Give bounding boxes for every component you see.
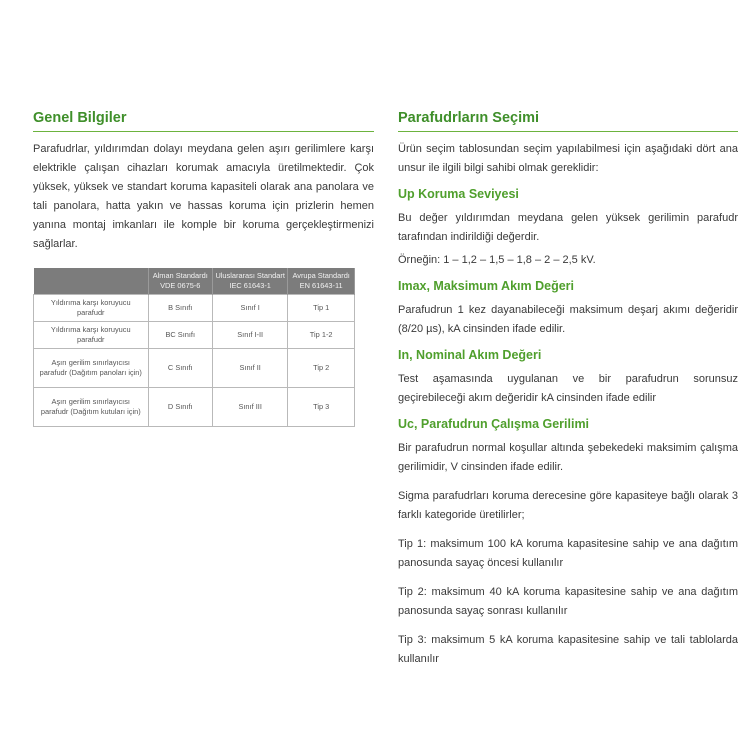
table-cell: Sınıf I (213, 295, 288, 322)
table-cell: Tip 2 (288, 349, 355, 388)
table-header-cell: Uluslararası Standart IEC 61643-1 (213, 268, 288, 295)
in-text: Test aşamasında uygulanan ve bir parafudrun sorunsuz geçirebileceği akım değeridir kA cinsinden ifade edilir (398, 373, 738, 404)
selection-column (398, 110, 738, 673)
table-row (34, 295, 355, 322)
table-cell: Aşırı gerilim sınırlayıcısı parafudr (Dağıtım kutuları için) (34, 388, 149, 427)
table-cell: B Sınıfı (148, 295, 213, 322)
table-cell: C Sınıfı (148, 349, 213, 388)
table-cell: Tip 1 (288, 295, 355, 322)
table-header-row (34, 268, 355, 295)
title-rule (33, 131, 374, 132)
table-header-cell: Avrupa Standardı EN 61643-11 (288, 268, 355, 295)
standards-table (33, 268, 355, 427)
table-cell: Aşırı gerilim sınırlayıcısı parafudr (Dağıtım panoları için) (34, 349, 149, 388)
table-cell: BC Sınıfı (148, 322, 213, 349)
title-rule (398, 131, 738, 132)
uc-title: Uc, Parafudrun Çalışma Gerilimi (398, 417, 590, 431)
imax-title: Imax, Maksimum Akım Değeri (398, 279, 574, 293)
selection-title: Parafudrların Seçimi (398, 110, 540, 126)
tip1-text: Tip 1: maksimum 100 kA koruma kapasitesine sahip ve ana dağıtım panosunda sayaç öncesi kullanılır (398, 538, 738, 569)
up-text: Bu değer yıldırımdan meydana gelen yüksek gerilimin parafudr tarafından indirildiği değerdir. (398, 212, 738, 243)
general-info-column (33, 110, 374, 427)
up-example: Örneğin: 1 – 1,2 – 1,5 – 1,8 – 2 – 2,5 kV. (398, 254, 596, 266)
general-info-paragraph: Parafudrlar, yıldırımdan dolayı meydana gelen aşırı gerilimlere karşı elektrikle çalışan cihazları korumak amacıyla üretilmektedir. Çok yüksek, yüksek ve standart koruma kapasiteli olarak ana panolara ve tali panolara, hatta yakın ve hassas koruma için prizlerin hemen yanına montaj imkanları ile komple bir koruma gerçekleştirmenizi sağlarlar. (33, 143, 374, 250)
table-header-cell: Alman Standardı VDE 0675-6 (148, 268, 213, 295)
selection-intro: Ürün seçim tablosundan seçim yapılabilmesi için aşağıdaki dört ana unsur ile ilgili bilgi sahibi olmak gereklidir: (398, 143, 738, 174)
table-cell: Sınıf II (213, 349, 288, 388)
table-header-cell (34, 268, 149, 295)
table-cell: Tip 1-2 (288, 322, 355, 349)
imax-text: Parafudrun 1 kez dayanabileceği maksimum deşarj akımı değeridir (8/20 µs), kA cinsinden ifade edilir. (398, 304, 738, 335)
table-row (34, 322, 355, 349)
table-cell: Sınıf III (213, 388, 288, 427)
general-info-title: Genel Bilgiler (33, 110, 127, 126)
up-title: Up Koruma Seviyesi (398, 187, 519, 201)
table-row (34, 388, 355, 427)
tip2-text: Tip 2: maksimum 40 kA koruma kapasitesine sahip ve ana dağıtım panosunda sayaç sonrası kullanılır (398, 586, 738, 617)
tip3-text: Tip 3: maksimum 5 kA koruma kapasitesine sahip ve tali tablolarda kullanılır (398, 634, 738, 665)
table-cell: Sınıf I-II (213, 322, 288, 349)
uc-text: Bir parafudrun normal koşullar altında şebekedeki maksimim çalışma gerilimidir, V cinsinden ifade edilir. (398, 442, 738, 473)
table-cell: Yıldırıma karşı koruyucu parafudr (34, 322, 149, 349)
table-cell: Tip 3 (288, 388, 355, 427)
in-title: In, Nominal Akım Değeri (398, 348, 542, 362)
table-row (34, 349, 355, 388)
sigma-text: Sigma parafudrları koruma derecesine göre kapasiteye bağlı olarak 3 farklı kategoride üretilirler; (398, 490, 738, 521)
table-cell: D Sınıfı (148, 388, 213, 427)
table-cell: Yıldırıma karşı koruyucu parafudr (34, 295, 149, 322)
